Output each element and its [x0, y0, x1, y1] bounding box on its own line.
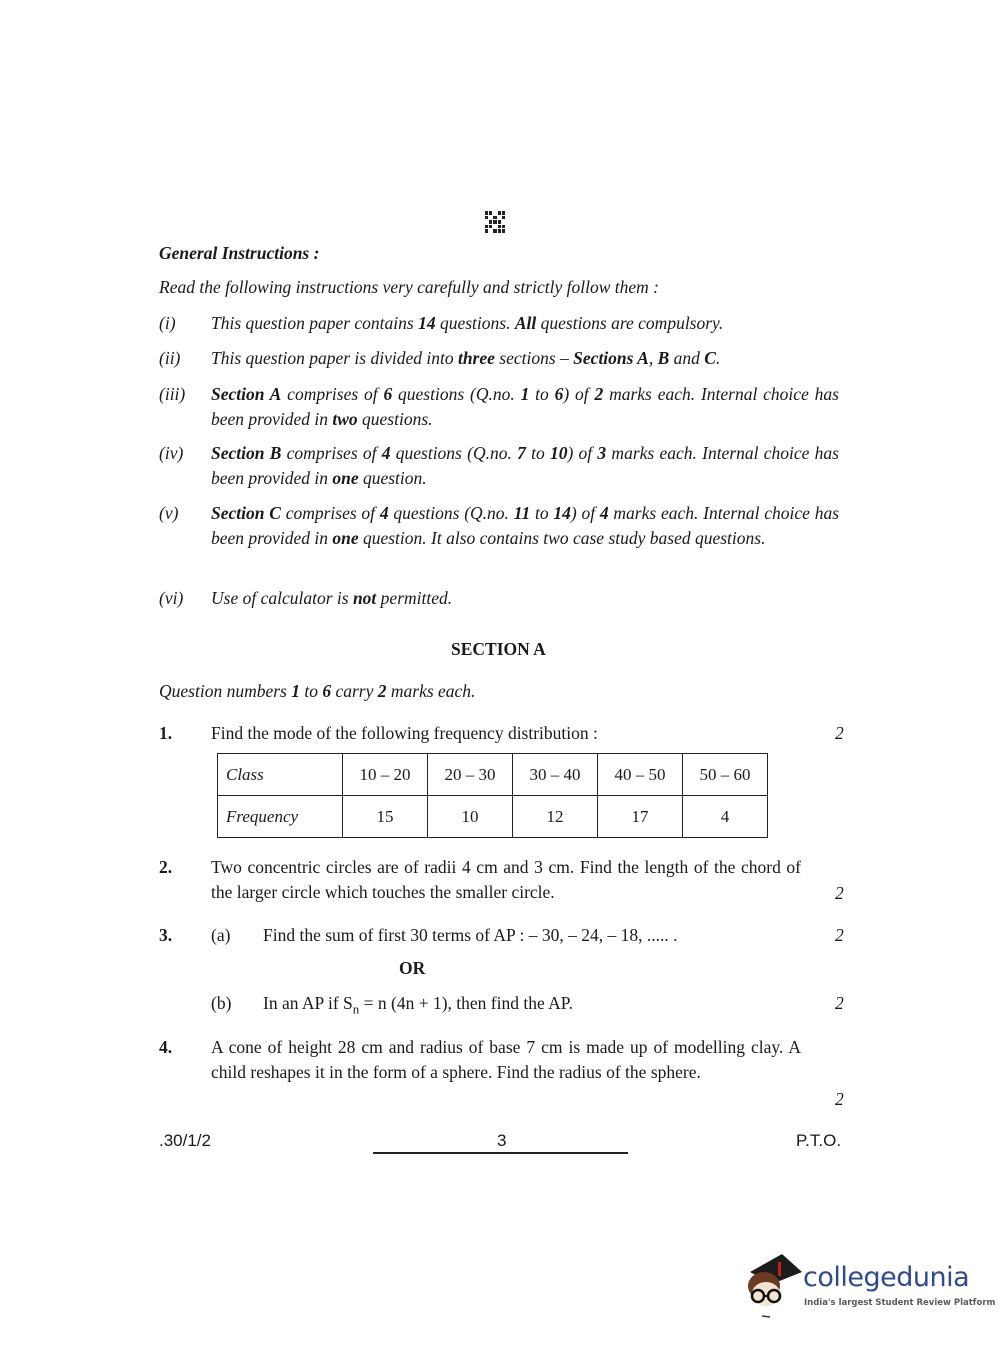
table-cell: 40 – 50 — [598, 754, 683, 796]
text-part: , — [648, 348, 658, 368]
qr-code — [485, 211, 505, 233]
instruction-label: (v) — [159, 503, 179, 523]
bold-text: 6 — [383, 384, 393, 404]
question-text: Find the mode of the following frequency distribution : — [211, 723, 598, 743]
option-a-text: Find the sum of first 30 terms of AP : – 30, – 24, – 18, ..... . — [263, 925, 678, 945]
bold-text: Section A — [211, 384, 282, 404]
pto: P.T.O. — [796, 1131, 842, 1150]
bold-text: 4 — [381, 443, 391, 463]
text-part: questions (Q.no. — [388, 503, 514, 523]
text-part: questions. — [357, 409, 433, 429]
question-number: 3. — [159, 925, 173, 945]
text-part: question. — [358, 468, 427, 488]
option-b-text — [263, 991, 573, 1022]
instruction-label: (ii) — [159, 348, 181, 368]
table-cell: 4 — [683, 796, 768, 838]
question-number: 4. — [159, 1037, 173, 1057]
instruction-label: (iii) — [159, 384, 186, 404]
text-part: = n (4n + 1), then find the AP. — [359, 993, 573, 1013]
text-part: marks each. — [386, 681, 476, 701]
bold-text: not — [352, 588, 377, 608]
text-part: Use of calculator is — [211, 588, 353, 608]
table-row — [218, 754, 768, 796]
table-cell: 10 — [428, 796, 513, 838]
table-cell: 10 – 20 — [343, 754, 428, 796]
bold-text: 2 — [377, 681, 387, 701]
question-number: 1. — [159, 723, 173, 743]
section-note — [159, 681, 475, 702]
text-part: ) of — [567, 443, 598, 463]
text-part: questions are compulsory. — [536, 313, 724, 333]
bold-text: 7 — [517, 443, 526, 463]
text-part: Question numbers — [159, 681, 292, 701]
question-2-marks: 2 — [835, 883, 844, 903]
bold-text: C — [704, 348, 716, 368]
bold-text: Section B — [211, 443, 282, 463]
question-3b-marks: 2 — [835, 993, 844, 1013]
text-part: questions (Q.no. — [390, 443, 518, 463]
text-part: This question paper is divided into — [211, 348, 458, 368]
bold-text: 1 — [291, 681, 300, 701]
bold-text: 10 — [549, 443, 568, 463]
table-row-header: Class — [218, 754, 343, 796]
table-cell: 15 — [343, 796, 428, 838]
subscript: n — [352, 1001, 360, 1017]
bold-text: 6 — [554, 384, 564, 404]
page-number: 3 — [497, 1131, 507, 1150]
instruction-text — [211, 311, 839, 336]
section-title: SECTION A — [451, 639, 546, 659]
watermark-tagline: India's largest Student Review Platform — [804, 1298, 996, 1308]
question-4-marks: 2 — [835, 1089, 844, 1109]
bold-text: one — [332, 468, 359, 488]
bold-text: 3 — [597, 443, 607, 463]
text-part: to — [530, 503, 554, 523]
instructions-heading: General Instructions : — [159, 243, 320, 263]
question-1-marks: 2 — [835, 723, 844, 743]
text-part: to — [529, 384, 555, 404]
bold-text: 14 — [553, 503, 571, 523]
text-part: marks each. Internal choice has been provided in — [211, 503, 840, 548]
text-part: questions. — [435, 313, 515, 333]
text-part: comprises of — [281, 384, 384, 404]
instruction-text — [211, 346, 839, 371]
text-part: carry — [331, 681, 378, 701]
instruction-text — [211, 501, 839, 551]
question-text: Two concentric circles are of radii 4 cm and 3 cm. Find the length of the chord of the larger circle which touches the smaller circle. — [211, 857, 801, 902]
bold-text: Section C — [211, 503, 281, 523]
bold-text: three — [457, 348, 495, 368]
table-cell: 20 – 30 — [428, 754, 513, 796]
instruction-label: (iv) — [159, 443, 184, 463]
question-3a-marks: 2 — [835, 925, 844, 945]
instruction-item — [159, 501, 839, 576]
bold-text: 14 — [418, 313, 436, 333]
table-row — [218, 796, 768, 838]
bold-text: All — [514, 313, 537, 333]
instructions-intro: Read the following instructions very carefully and strictly follow them : — [159, 277, 659, 297]
text-part: comprises of — [281, 443, 382, 463]
table-cell: 30 – 40 — [513, 754, 598, 796]
question-4 — [159, 1035, 839, 1113]
bold-text: 4 — [599, 503, 609, 523]
text-part: comprises of — [280, 503, 380, 523]
question-text: A cone of height 28 cm and radius of base 7 cm is made up of modelling clay. A child reshapes it in the form of a sphere. Find the radius of the sphere. — [211, 1037, 801, 1082]
bold-text: 1 — [520, 384, 530, 404]
text-part: question. It also contains two case study based questions. — [358, 528, 766, 548]
instruction-label: (i) — [159, 313, 176, 333]
instruction-text — [211, 441, 839, 491]
bold-text: 6 — [322, 681, 332, 701]
instruction-item — [159, 311, 839, 336]
mascot-logo-icon — [742, 1250, 804, 1320]
text-part: In an AP if S — [263, 993, 353, 1013]
text-part: marks each. Internal choice has been provided in — [211, 384, 839, 429]
option-a-label: (a) — [211, 925, 231, 945]
text-part: marks each. Internal choice has been provided in — [211, 443, 839, 488]
instruction-text — [211, 382, 839, 432]
frequency-table — [217, 753, 768, 838]
table-cell: 17 — [598, 796, 683, 838]
text-part: and — [669, 348, 705, 368]
instruction-item — [159, 586, 839, 611]
paper-code: .30/1/2 — [159, 1131, 211, 1150]
instruction-item — [159, 346, 839, 371]
text-part: to — [525, 443, 550, 463]
bold-text: 2 — [594, 384, 604, 404]
text-part: permitted. — [376, 588, 453, 608]
bold-text: Sections A — [573, 348, 649, 368]
bold-text: one — [332, 528, 359, 548]
question-2 — [159, 855, 839, 907]
table-cell: 12 — [513, 796, 598, 838]
text-part: to — [299, 681, 323, 701]
instruction-item — [159, 382, 839, 432]
watermark-brand: collegedunia — [803, 1262, 970, 1293]
or-separator: OR — [399, 958, 426, 978]
bold-text: 4 — [379, 503, 389, 523]
table-row-header: Frequency — [218, 796, 343, 838]
text-part: questions (Q.no. — [392, 384, 521, 404]
bold-text: 11 — [513, 503, 531, 523]
instruction-label: (vi) — [159, 588, 184, 608]
text-part: sections – — [494, 348, 574, 368]
text-part: This question paper contains — [211, 313, 419, 333]
text-part: ) of — [570, 503, 600, 523]
bold-text: two — [332, 409, 358, 429]
text-part: . — [715, 348, 721, 368]
table-cell: 50 – 60 — [683, 754, 768, 796]
text-part: ) of — [563, 384, 595, 404]
footer-rule — [373, 1152, 628, 1154]
bold-text: B — [657, 348, 670, 368]
option-b-label: (b) — [211, 993, 232, 1013]
question-number: 2. — [159, 857, 173, 877]
instruction-item — [159, 441, 839, 491]
instruction-text — [211, 586, 839, 611]
